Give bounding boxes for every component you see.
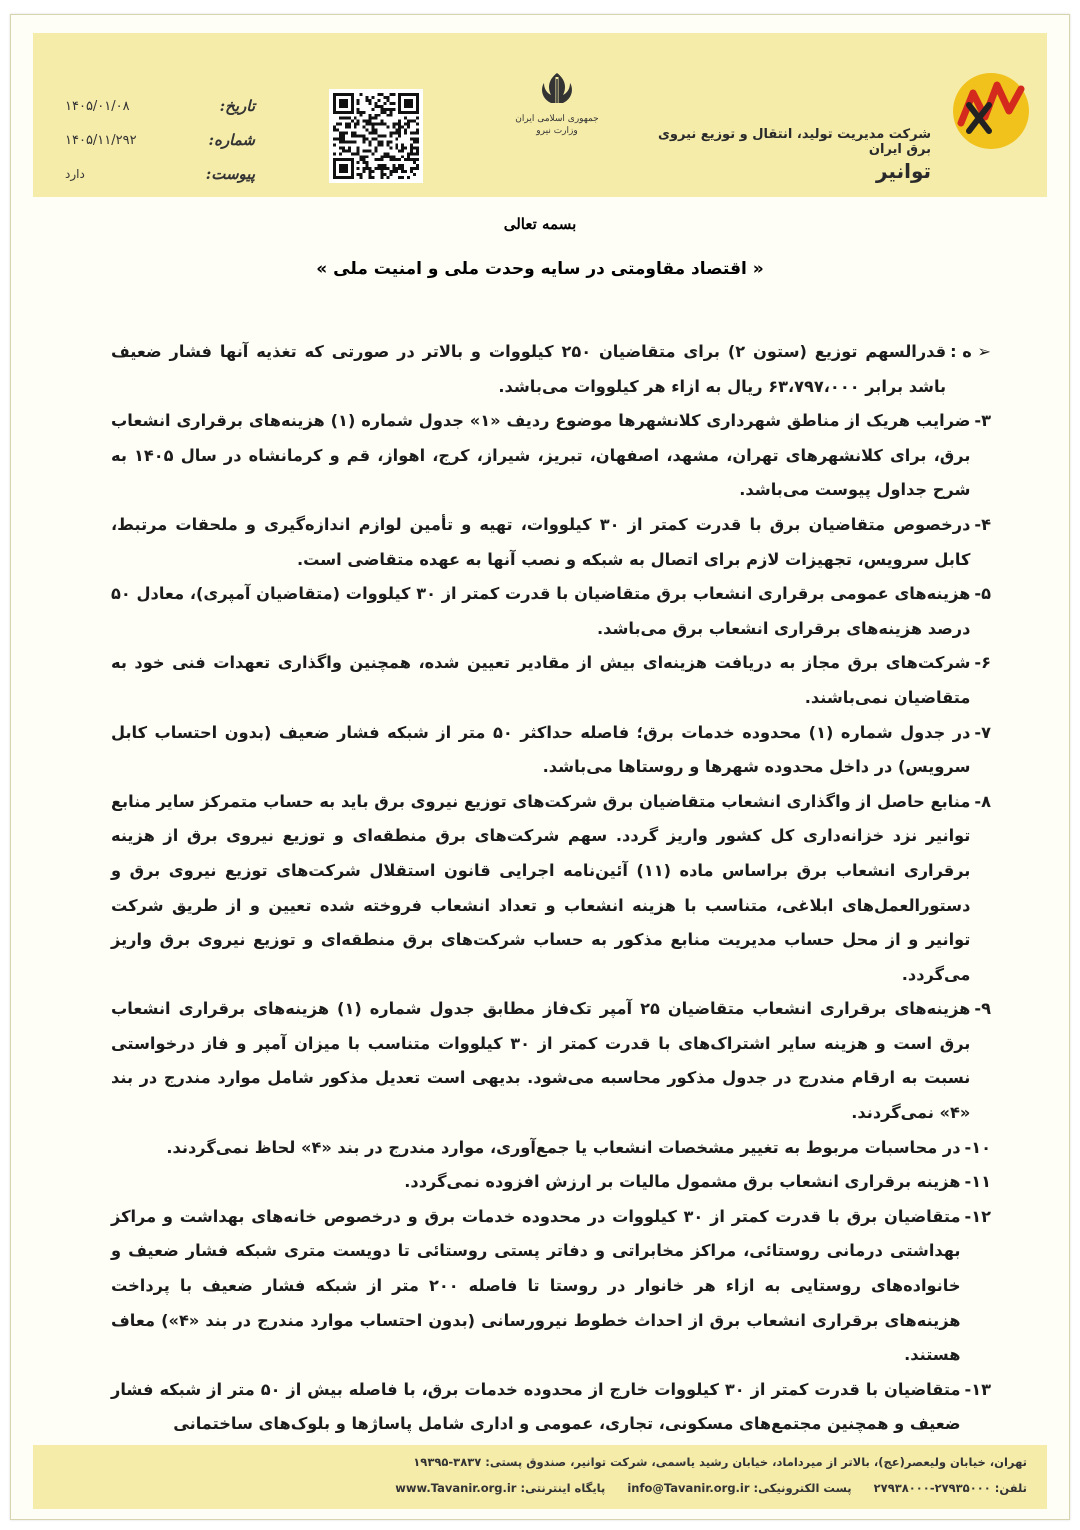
paragraph-4 xyxy=(111,508,991,577)
paragraph-text: شرکت‌های برق مجاز به دریافت هزینه‌ای بیش از مقادیر تعیین شده، همچنین واگذاری تعهدات فنی خود به متقاضیان نمی‌باشند. xyxy=(111,653,971,707)
emblem-caption-country: جمهوری اسلامی ایران xyxy=(515,114,599,124)
number-label: شماره: xyxy=(208,131,255,149)
letter-footer xyxy=(33,1445,1047,1509)
paragraph-text: منابع حاصل از واگذاری انشعاب متقاضیان برق شرکت‌های توزیع نیروی برق باید به حساب متمرکز سایر منابع توانیر نزد خزانه‌داری کل کشور واریز گردد. سهم شرکت‌های برق منطقه‌ای و توزیع نیروی برق از هزینه برقراری انشعاب برق براساس ماده (۱۱) آئین‌نامه اجرایی قانون استقلال شرکت‌های توزیع نیروی برق و دستورالعمل‌های ابلاغی، متناسب با هزینه انشعاب و تعداد انشعاب فروخته شده تعیین و از طریق شرکت توانیر و از محل حساب مدیریت منابع مذکور به حساب شرکت‌های برق منطقه‌ای و توزیع نیروی برق واریز می‌گردد. xyxy=(111,791,971,984)
paragraph-text: درخصوص متقاضیان برق با قدرت کمتر از ۳۰ کیلووات، تهیه و تأمین لوازم اندازه‌گیری و ملحقات مرتبط، کابل سرویس، تجهیزات لازم برای اتصال به شبکه و نصب آنها به عهده متقاضی است. xyxy=(111,514,971,569)
company-short-name: توانیر xyxy=(875,159,931,183)
number-value: ۱۴۰۵/۱۱/۲۹۲ xyxy=(65,132,137,148)
paragraph-number: ۱۲- xyxy=(964,1206,991,1226)
paragraph-10 xyxy=(111,1131,991,1166)
paragraph-number: ۴- xyxy=(974,514,991,534)
paragraph-text: هزینه‌های عمومی برقراری انشعاب برق متقاضیان با قدرت کمتر از ۳۰ کیلووات (متقاضیان آمپری)، معادل ۵۰ درصد هزینه‌های برقراری انشعاب برق می‌باشد. xyxy=(111,584,971,638)
paragraph-13 xyxy=(111,1373,991,1442)
paragraph-9 xyxy=(111,992,991,1130)
iran-emblem-icon xyxy=(535,69,579,109)
paragraph-8 xyxy=(111,785,991,993)
paragraph-text: در محاسبات مربوط به تغییر مشخصات انشعاب یا جمع‌آوری، موارد مندرج در بند «۴» لحاظ نمی‌گردند. xyxy=(166,1137,961,1157)
date-row xyxy=(65,89,255,123)
date-label: تاریخ: xyxy=(219,97,255,115)
paragraph-text: هزینه برقراری انشعاب برق مشمول مالیات بر ارزش افزوده نمی‌گردد. xyxy=(404,1172,961,1192)
paragraph-number: ➢ ه : xyxy=(950,342,991,361)
attachment-row xyxy=(65,157,255,191)
emblem-block xyxy=(513,69,601,137)
footer-email: پست الکترونیکی: info@Tavanir.org.ir xyxy=(627,1481,852,1495)
paragraph-number: ۹- xyxy=(974,999,991,1019)
paragraph-number: ۶- xyxy=(974,653,991,673)
paragraph-h xyxy=(111,335,991,404)
letter-meta xyxy=(65,89,255,191)
footer-contacts xyxy=(377,1481,1027,1495)
paragraph-text: ضرایب هریک از مناطق شهرداری کلانشهرها موضوع ردیف «۱» جدول شماره (۱) هزینه‌های برقراری انشعاب برق، برای کلانشهرهای تهران، مشهد، اصفهان، تبریز، شیراز، کرج، اهواز، قم و کرمانشاه در سال ۱۴۰۵ به شرح جداول پیوست می‌باشد. xyxy=(111,411,971,500)
company-name: شرکت مدیریت تولید، انتقال و توزیع نیروی برق ایران xyxy=(658,127,931,157)
paragraph-number: ۷- xyxy=(974,722,991,742)
date-value: ۱۴۰۵/۰۱/۰۸ xyxy=(65,98,130,114)
paragraph-number: ۸- xyxy=(974,791,991,811)
paragraph-11 xyxy=(111,1165,991,1200)
paragraph-number: ۳- xyxy=(974,411,991,431)
footer-website: پایگاه اینترنتی: www.Tavanir.org.ir xyxy=(395,1481,606,1495)
paragraph-6 xyxy=(111,646,991,715)
letter-body xyxy=(111,335,991,1442)
tavanir-logo-icon xyxy=(951,71,1031,151)
paragraph-number: ۱۱- xyxy=(964,1172,991,1192)
paragraph-number: ۱۰- xyxy=(964,1137,991,1157)
paragraph-7 xyxy=(111,716,991,785)
emblem-caption-ministry: وزارت نیرو xyxy=(536,126,578,136)
qr-code-icon xyxy=(333,93,419,179)
paragraph-number: ۵- xyxy=(974,584,991,604)
paragraph-text: هزینه‌های برقراری انشعاب متقاضیان ۲۵ آمپر تک‌فاز مطابق جدول شماره (۱) هزینه‌های برقراری انشعاب برق است و هزینه سایر اشتراک‌های با قدرت کمتر از ۳۰ کیلووات متناسب با میزان آمپر و فاز درخواستی نسبت به ارقام مندرج در جدول مذکور محاسبه می‌شود. بدیهی است تعدیل مذکور شامل موارد مندرج در بند «۴» نمی‌گردند. xyxy=(111,999,971,1123)
paragraph-3 xyxy=(111,404,991,508)
paragraph-12 xyxy=(111,1200,991,1373)
footer-phone: تلفن: ۲۷۹۳۵۰۰۰-۲۷۹۳۸۰۰۰ xyxy=(873,1481,1027,1495)
company-name-block xyxy=(631,127,931,183)
number-row xyxy=(65,123,255,157)
letterhead xyxy=(33,33,1047,197)
slogan: « اقتصاد مقاومتی در سایه وحدت ملی و امنیت ملی » xyxy=(316,259,764,279)
footer-address: تهران، خیابان ولیعصر(عج)، بالاتر از میرداماد، خیابان رشید یاسمی، شرکت توانیر، صندوق پستی: ۳۸۳۷-۱۹۳۹۵ xyxy=(413,1455,1027,1469)
attachment-label: پیوست: xyxy=(205,165,255,183)
paragraph-text: متقاضیان برق با قدرت کمتر از ۳۰ کیلووات در محدوده خدمات برق و درخصوص خانه‌های بهداشت و مراکز بهداشتی درمانی روستائی، مراکز مخابراتی و دفاتر پستی روستائی تا دویست متری شبکه فشار ضعیف و خانواده‌های روستایی به ازاء هر خانوار در روستا تا فاصله ۲۰۰ متر از شبکه فشار ضعیف با پرداخت هزینه‌های برقراری انشعاب برق از احداث خطوط نیرورسانی (بدون احتساب موارد مندرج در بند «۴») معاف هستند. xyxy=(111,1206,961,1365)
paragraph-number: ۱۳- xyxy=(964,1379,991,1399)
bismillah: بسمه تعالی xyxy=(503,215,577,233)
qr-code xyxy=(329,89,423,183)
paragraph-text: در جدول شماره (۱) محدوده خدمات برق؛ فاصله حداکثر ۵۰ متر از شبکه فشار ضعیف (بدون احتساب کابل سرویس) در داخل محدوده شهرها و روستاها می‌باشد. xyxy=(111,722,971,777)
paragraph-text: قدرالسهم توزیع (ستون ۲) برای متقاضیان ۲۵۰ کیلووات و بالاتر در صورتی که تغذیه آنها فشار ضعیف باشد برابر ۶۳،۷۹۷،۰۰۰ ریال به ازاء هر کیلووات می‌باشد. xyxy=(111,342,947,396)
letter-page xyxy=(10,14,1070,1520)
paragraph-5 xyxy=(111,577,991,646)
attachment-value: دارد xyxy=(65,167,85,181)
paragraph-text: متقاضیان با قدرت کمتر از ۳۰ کیلووات خارج از محدوده خدمات برق، با فاصله بیش از ۵۰ متر از شبکه فشار ضعیف و همچنین مجتمع‌های مسکونی، تجاری، عمومی و اداری شامل پاساژها و بلوک‌های ساختمانی xyxy=(111,1379,961,1434)
